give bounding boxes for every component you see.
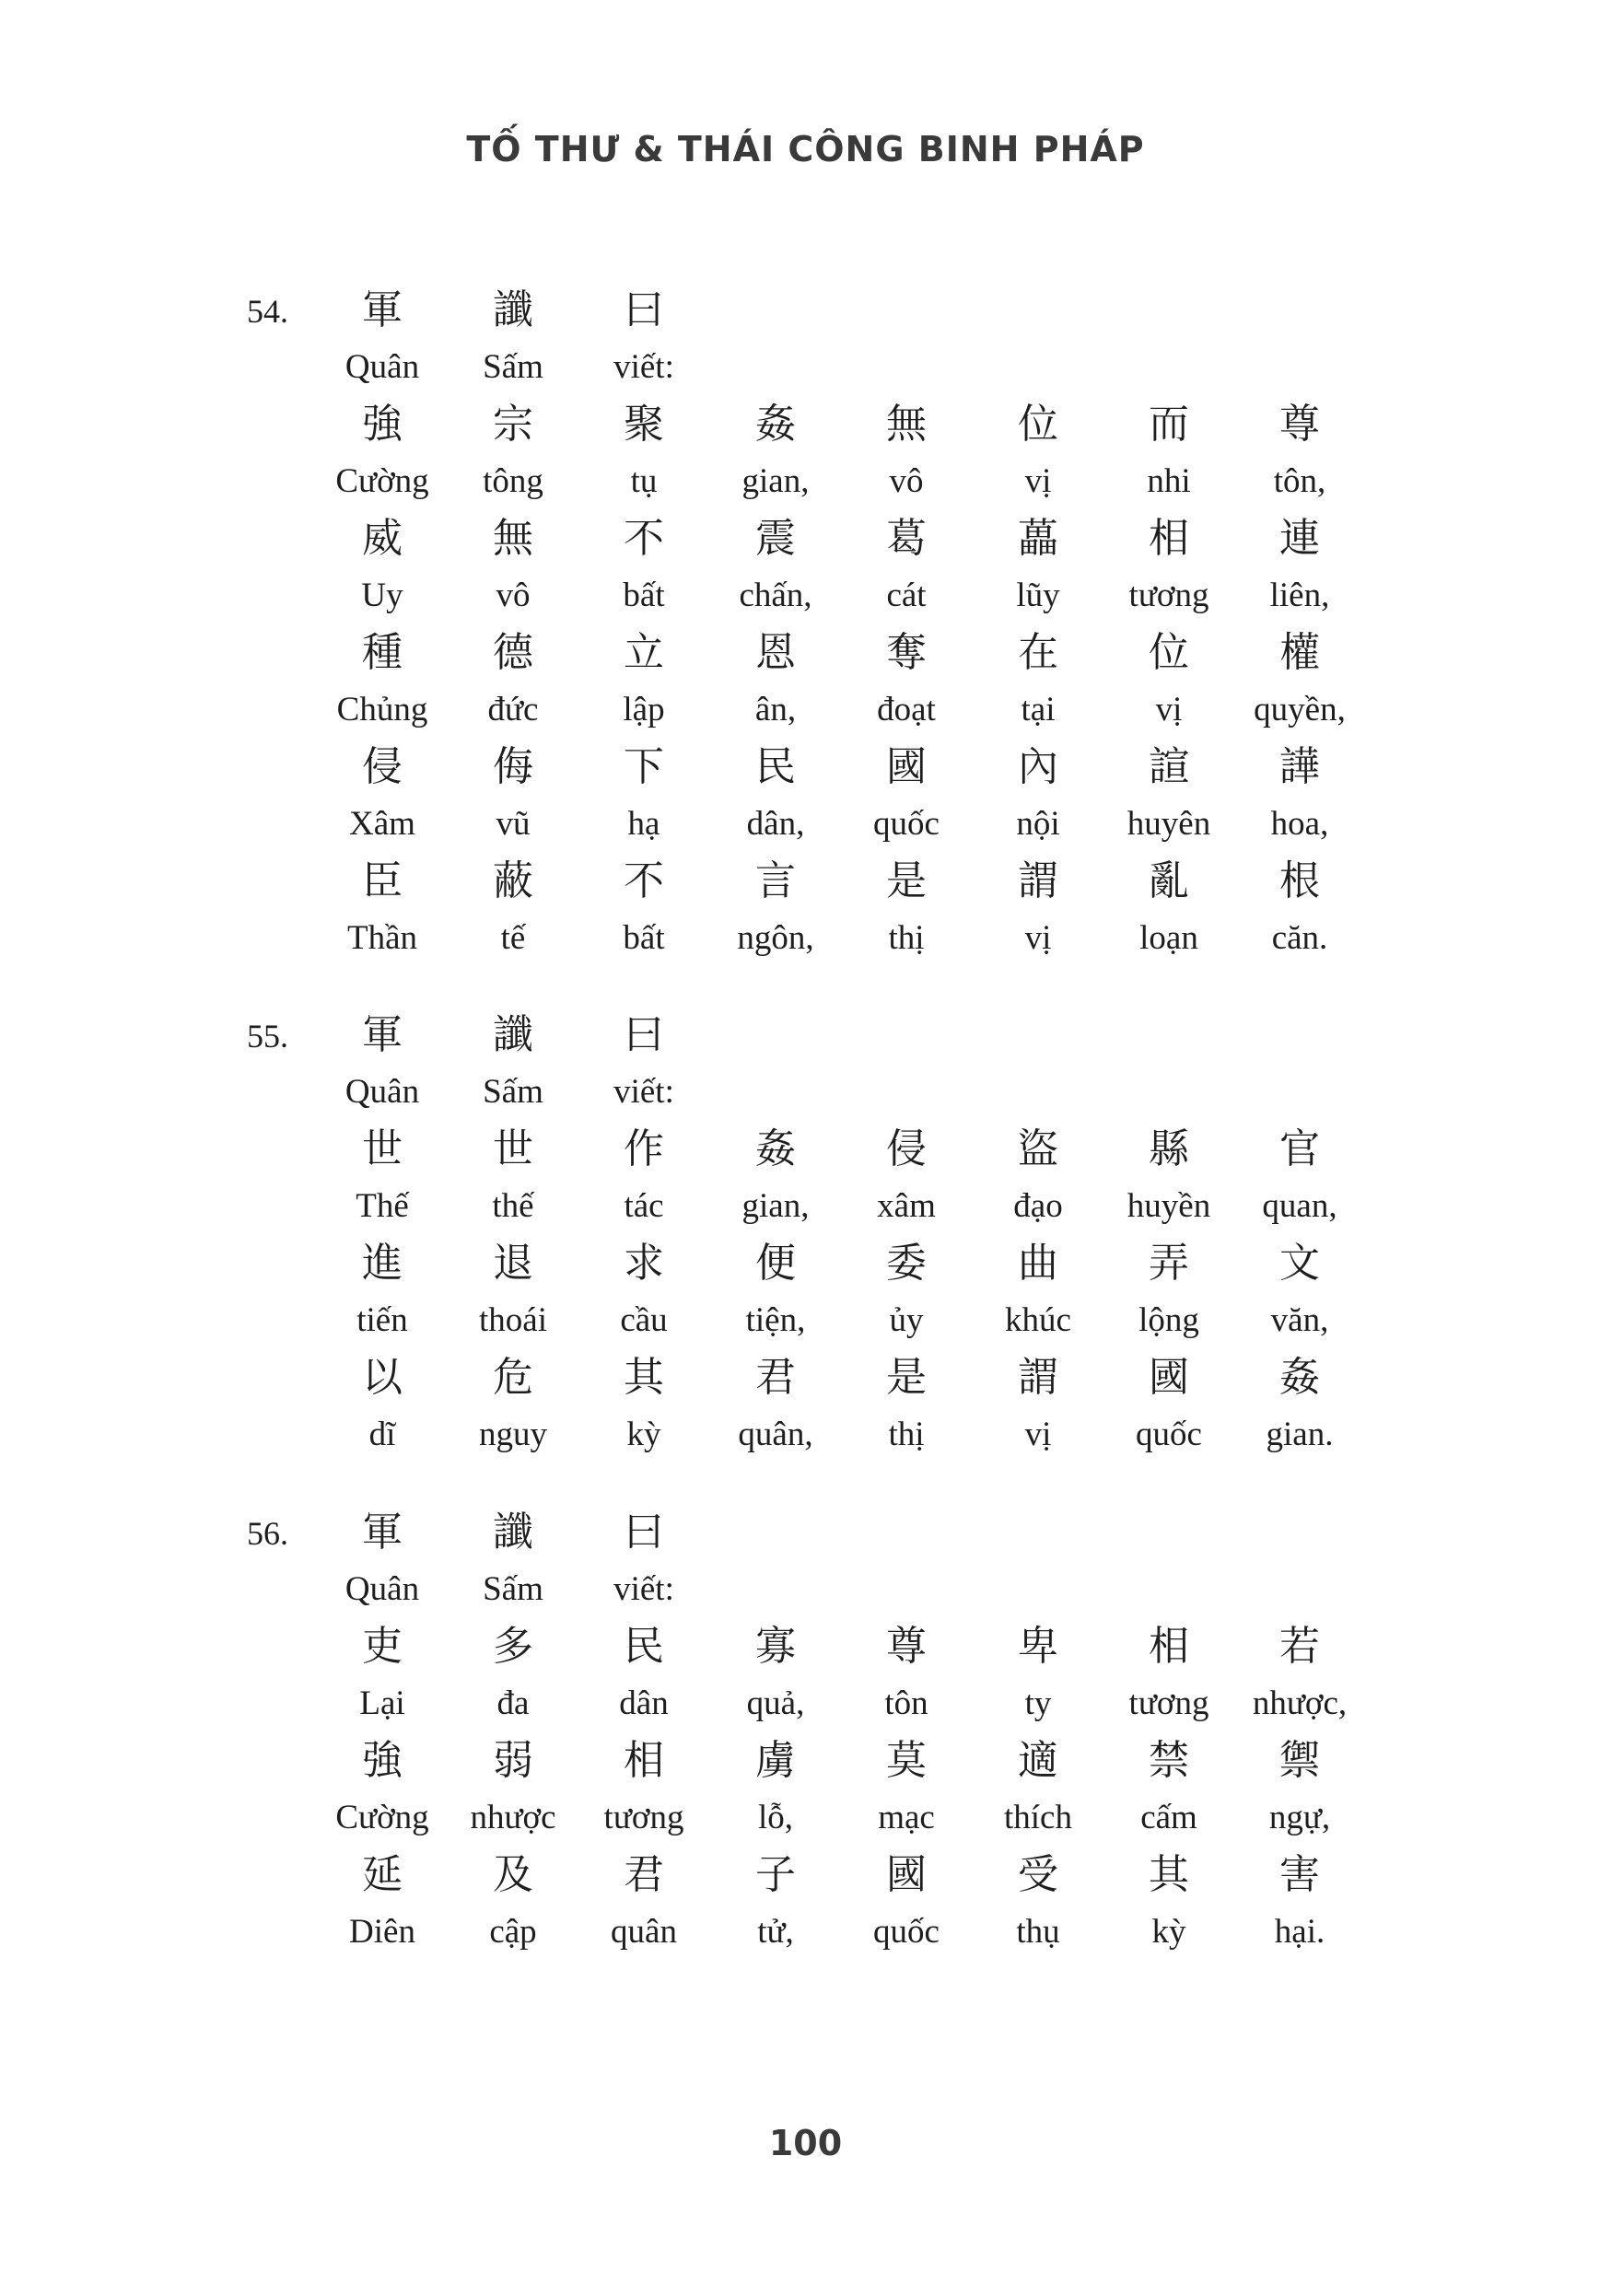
vietnamese-syllable: Xâm xyxy=(349,805,415,843)
vietnamese-reading-row xyxy=(0,1064,1611,1121)
han-character-row xyxy=(0,1504,1611,1561)
han-character: 相 xyxy=(1149,515,1189,562)
han-character: 便 xyxy=(755,1240,796,1287)
vietnamese-syllable: nhược, xyxy=(1252,1684,1348,1722)
han-character: 位 xyxy=(1018,401,1058,448)
vietnamese-syllable: đạo xyxy=(1013,1187,1063,1225)
vietnamese-reading-row xyxy=(0,453,1611,510)
vietnamese-syllable: liên, xyxy=(1269,577,1330,614)
han-character: 吏 xyxy=(362,1623,403,1670)
han-character-row xyxy=(0,510,1611,567)
han-character: 國 xyxy=(1149,1354,1189,1401)
han-character: 諠 xyxy=(1149,743,1189,790)
vietnamese-syllable: viết: xyxy=(613,1570,674,1608)
han-character: 尊 xyxy=(1279,401,1320,448)
han-character: 位 xyxy=(1149,629,1189,676)
han-character: 危 xyxy=(493,1354,533,1401)
han-character: 寡 xyxy=(755,1623,796,1670)
han-character-row xyxy=(0,624,1611,682)
vietnamese-syllable: Thần xyxy=(346,919,418,957)
han-character: 禁 xyxy=(1149,1737,1189,1784)
han-character: 虜 xyxy=(755,1737,796,1784)
han-character: 委 xyxy=(886,1240,927,1287)
vietnamese-reading-row xyxy=(0,1789,1611,1847)
han-character-row xyxy=(0,1121,1611,1178)
vietnamese-syllable: thụ xyxy=(1016,1913,1060,1951)
han-character: 作 xyxy=(624,1125,664,1172)
vietnamese-syllable: quốc xyxy=(873,805,940,843)
vietnamese-syllable: Cường xyxy=(335,462,429,500)
han-character: 退 xyxy=(493,1240,533,1287)
vietnamese-syllable: bất xyxy=(623,919,665,957)
vietnamese-syllable: nhược xyxy=(470,1799,556,1836)
han-character: 譁 xyxy=(1279,743,1320,790)
han-character: 進 xyxy=(362,1240,403,1287)
vietnamese-syllable: cầu xyxy=(620,1301,668,1339)
vietnamese-syllable: xâm xyxy=(877,1187,936,1225)
vietnamese-syllable: tương xyxy=(1128,577,1209,614)
han-character-row xyxy=(0,1618,1611,1675)
han-character: 民 xyxy=(755,743,796,790)
han-character: 臣 xyxy=(362,857,403,904)
han-character: 是 xyxy=(886,857,927,904)
vietnamese-syllable: Diên xyxy=(349,1913,415,1951)
han-character: 子 xyxy=(755,1851,796,1898)
han-character: 姦 xyxy=(755,1125,796,1172)
han-character: 其 xyxy=(624,1354,664,1401)
vietnamese-syllable: hoa, xyxy=(1270,805,1329,843)
vietnamese-syllable: kỳ xyxy=(1151,1913,1186,1951)
vietnamese-syllable: Sấm xyxy=(483,1073,543,1111)
han-character: 震 xyxy=(755,515,796,562)
vietnamese-syllable: tiến xyxy=(356,1301,408,1339)
entry-number: 54. xyxy=(247,293,288,330)
han-character: 宗 xyxy=(493,401,533,448)
vietnamese-syllable: nội xyxy=(1016,805,1060,843)
page-number: 100 xyxy=(768,2123,843,2163)
han-character: 無 xyxy=(493,515,533,562)
vietnamese-syllable: viết: xyxy=(613,348,674,386)
han-character: 侵 xyxy=(362,743,403,790)
han-character: 德 xyxy=(493,629,533,676)
han-character: 民 xyxy=(624,1623,664,1670)
han-character-row xyxy=(0,1732,1611,1789)
vietnamese-syllable: Thế xyxy=(356,1187,409,1225)
han-character: 種 xyxy=(362,629,403,676)
han-character: 恩 xyxy=(755,629,796,676)
running-header: TỐ THƯ & THÁI CÔNG BINH PHÁP xyxy=(466,129,1145,169)
vietnamese-syllable: hạ xyxy=(627,805,660,843)
vietnamese-syllable: ty xyxy=(1024,1684,1052,1722)
han-character: 相 xyxy=(1149,1623,1189,1670)
han-character: 求 xyxy=(624,1240,664,1287)
han-character: 聚 xyxy=(624,401,664,448)
han-character: 曰 xyxy=(624,286,664,333)
vietnamese-reading-row xyxy=(0,1406,1611,1463)
han-character: 延 xyxy=(362,1851,403,1898)
vietnamese-syllable: gian. xyxy=(1266,1416,1334,1453)
vietnamese-syllable: tông xyxy=(483,462,543,500)
vietnamese-syllable: Cường xyxy=(335,1799,429,1836)
vietnamese-syllable: ngự, xyxy=(1268,1799,1331,1836)
vietnamese-syllable: tụ xyxy=(630,462,658,500)
han-character: 及 xyxy=(493,1851,533,1898)
han-character: 其 xyxy=(1149,1851,1189,1898)
vietnamese-syllable: lũy xyxy=(1016,577,1060,614)
vietnamese-syllable: lập xyxy=(623,691,665,728)
vietnamese-syllable: thị xyxy=(888,1416,925,1453)
vietnamese-syllable: viết: xyxy=(613,1073,674,1111)
han-character: 適 xyxy=(1018,1737,1058,1784)
vietnamese-syllable: lỗ, xyxy=(757,1799,794,1836)
vietnamese-reading-row xyxy=(0,339,1611,396)
han-character: 軍 xyxy=(362,286,403,333)
vietnamese-reading-row xyxy=(0,1904,1611,1961)
vietnamese-reading-row xyxy=(0,1178,1611,1235)
han-character-row xyxy=(0,853,1611,910)
vietnamese-reading-row xyxy=(0,1561,1611,1618)
han-character: 謂 xyxy=(1018,857,1058,904)
han-character: 讖 xyxy=(493,1509,533,1556)
han-character: 侮 xyxy=(493,743,533,790)
han-character-row xyxy=(0,396,1611,453)
vietnamese-syllable: nhi xyxy=(1147,462,1191,500)
han-character: 相 xyxy=(624,1737,664,1784)
han-character: 若 xyxy=(1279,1623,1320,1670)
han-character: 軍 xyxy=(362,1011,403,1058)
han-character-row xyxy=(0,1007,1611,1064)
vietnamese-syllable: Chủng xyxy=(336,691,428,728)
vietnamese-syllable: ngôn, xyxy=(737,919,814,957)
vietnamese-syllable: tương xyxy=(603,1799,684,1836)
han-character: 多 xyxy=(493,1623,533,1670)
vietnamese-syllable: khúc xyxy=(1005,1301,1071,1339)
han-character-row xyxy=(0,1235,1611,1292)
vietnamese-syllable: thế xyxy=(492,1187,534,1225)
han-character: 強 xyxy=(362,1737,403,1784)
han-character: 盜 xyxy=(1018,1125,1058,1172)
han-character: 在 xyxy=(1018,629,1058,676)
vietnamese-syllable: vị xyxy=(1024,919,1052,957)
han-character: 國 xyxy=(886,1851,927,1898)
han-character: 藟 xyxy=(1018,515,1058,562)
han-character-row xyxy=(0,1349,1611,1406)
han-character: 官 xyxy=(1279,1125,1320,1172)
vietnamese-syllable: tế xyxy=(500,919,526,957)
vietnamese-syllable: kỳ xyxy=(626,1416,661,1453)
vietnamese-syllable: tương xyxy=(1128,1684,1209,1722)
han-character: 軍 xyxy=(362,1509,403,1556)
vietnamese-syllable: Quân xyxy=(344,1570,420,1608)
vietnamese-syllable: hại. xyxy=(1274,1913,1325,1951)
vietnamese-syllable: thoái xyxy=(479,1301,547,1339)
vietnamese-syllable: Quân xyxy=(344,348,420,386)
han-character-row xyxy=(0,739,1611,796)
han-character: 弄 xyxy=(1149,1240,1189,1287)
vietnamese-syllable: văn, xyxy=(1270,1301,1329,1339)
han-character: 強 xyxy=(362,401,403,448)
han-character: 曰 xyxy=(624,1509,664,1556)
vietnamese-syllable: vị xyxy=(1024,1416,1052,1453)
vietnamese-syllable: dân, xyxy=(746,805,805,843)
vietnamese-syllable: vũ xyxy=(496,805,531,843)
vietnamese-syllable: loạn xyxy=(1139,919,1198,957)
han-character: 國 xyxy=(886,743,927,790)
vietnamese-syllable: Lại xyxy=(359,1684,405,1722)
vietnamese-syllable: quan, xyxy=(1262,1187,1337,1225)
vietnamese-syllable: quả, xyxy=(746,1684,805,1722)
vietnamese-reading-row xyxy=(0,796,1611,853)
vietnamese-syllable: quyền, xyxy=(1254,691,1346,728)
vietnamese-syllable: tại xyxy=(1021,691,1056,728)
vietnamese-reading-row xyxy=(0,682,1611,739)
vietnamese-syllable: mạc xyxy=(878,1799,935,1836)
vietnamese-syllable: cát xyxy=(886,577,927,614)
han-character: 曰 xyxy=(624,1011,664,1058)
han-character: 權 xyxy=(1279,629,1320,676)
vietnamese-syllable: dân xyxy=(619,1684,669,1722)
vietnamese-syllable: tôn xyxy=(884,1684,928,1722)
vietnamese-syllable: gian, xyxy=(741,1187,810,1225)
han-character: 姦 xyxy=(1279,1354,1320,1401)
han-character: 弱 xyxy=(493,1737,533,1784)
vietnamese-syllable: quốc xyxy=(1136,1416,1202,1453)
han-character-row xyxy=(0,1847,1611,1904)
han-character: 不 xyxy=(624,515,664,562)
han-character: 以 xyxy=(362,1354,403,1401)
vietnamese-syllable: Quân xyxy=(344,1073,420,1111)
han-character: 世 xyxy=(362,1125,403,1172)
entry-number: 55. xyxy=(247,1018,288,1055)
entry-number: 56. xyxy=(247,1515,288,1552)
han-character: 言 xyxy=(755,857,796,904)
han-character: 威 xyxy=(362,515,403,562)
han-character: 讖 xyxy=(493,1011,533,1058)
vietnamese-syllable: gian, xyxy=(741,462,810,500)
vietnamese-syllable: vô xyxy=(496,577,531,614)
vietnamese-reading-row xyxy=(0,1675,1611,1732)
vietnamese-syllable: cấm xyxy=(1140,1799,1197,1836)
han-character-row xyxy=(0,282,1611,339)
vietnamese-syllable: Sấm xyxy=(483,1570,543,1608)
vietnamese-syllable: tôn, xyxy=(1273,462,1326,500)
vietnamese-syllable: huyền xyxy=(1127,1187,1211,1225)
vietnamese-syllable: thị xyxy=(888,919,925,957)
han-character: 連 xyxy=(1279,515,1320,562)
han-character: 讖 xyxy=(493,286,533,333)
han-character: 文 xyxy=(1279,1240,1320,1287)
han-character: 謂 xyxy=(1018,1354,1058,1401)
vietnamese-syllable: bất xyxy=(623,577,665,614)
han-character: 君 xyxy=(755,1354,796,1401)
han-character: 侵 xyxy=(886,1125,927,1172)
han-character: 曲 xyxy=(1018,1240,1058,1287)
han-character: 奪 xyxy=(886,629,927,676)
han-character: 卑 xyxy=(1018,1623,1058,1670)
vietnamese-syllable: đức xyxy=(487,691,539,728)
vietnamese-syllable: vị xyxy=(1024,462,1052,500)
vietnamese-syllable: dĩ xyxy=(368,1416,396,1453)
han-character: 世 xyxy=(493,1125,533,1172)
han-character: 君 xyxy=(624,1851,664,1898)
han-character: 根 xyxy=(1279,857,1320,904)
han-character: 無 xyxy=(886,401,927,448)
vietnamese-syllable: quân xyxy=(611,1913,677,1951)
vietnamese-syllable: căn. xyxy=(1271,919,1328,957)
vietnamese-syllable: quốc xyxy=(873,1913,940,1951)
vietnamese-syllable: vị xyxy=(1155,691,1183,728)
han-character: 葛 xyxy=(886,515,927,562)
vietnamese-syllable: đoạt xyxy=(877,691,936,728)
vietnamese-reading-row xyxy=(0,1292,1611,1349)
vietnamese-syllable: đa xyxy=(496,1684,530,1722)
han-character: 亂 xyxy=(1149,857,1189,904)
han-character: 內 xyxy=(1018,743,1058,790)
han-character: 而 xyxy=(1149,401,1189,448)
vietnamese-syllable: cập xyxy=(489,1913,537,1951)
vietnamese-syllable: ân, xyxy=(754,691,797,728)
han-character: 不 xyxy=(624,857,664,904)
vietnamese-reading-row xyxy=(0,910,1611,967)
vietnamese-syllable: quân, xyxy=(738,1416,813,1453)
vietnamese-syllable: Sấm xyxy=(483,348,543,386)
han-character: 莫 xyxy=(886,1737,927,1784)
han-character: 尊 xyxy=(886,1623,927,1670)
vietnamese-syllable: huyên xyxy=(1127,805,1211,843)
han-character: 立 xyxy=(624,629,664,676)
vietnamese-syllable: vô xyxy=(889,462,924,500)
vietnamese-syllable: nguy xyxy=(479,1416,547,1453)
vietnamese-syllable: thích xyxy=(1004,1799,1072,1836)
han-character: 受 xyxy=(1018,1851,1058,1898)
vietnamese-reading-row xyxy=(0,567,1611,624)
han-character: 縣 xyxy=(1149,1125,1189,1172)
han-character: 下 xyxy=(624,743,664,790)
han-character: 是 xyxy=(886,1354,927,1401)
han-character: 姦 xyxy=(755,401,796,448)
han-character: 害 xyxy=(1279,1851,1320,1898)
vietnamese-syllable: tử, xyxy=(757,1913,794,1951)
vietnamese-syllable: Uy xyxy=(361,577,403,614)
han-character: 蔽 xyxy=(493,857,533,904)
vietnamese-syllable: chấn, xyxy=(739,577,812,614)
vietnamese-syllable: ủy xyxy=(889,1301,924,1339)
han-character: 禦 xyxy=(1279,1737,1320,1784)
vietnamese-syllable: tiện, xyxy=(745,1301,806,1339)
vietnamese-syllable: tác xyxy=(624,1187,664,1225)
vietnamese-syllable: lộng xyxy=(1138,1301,1199,1339)
